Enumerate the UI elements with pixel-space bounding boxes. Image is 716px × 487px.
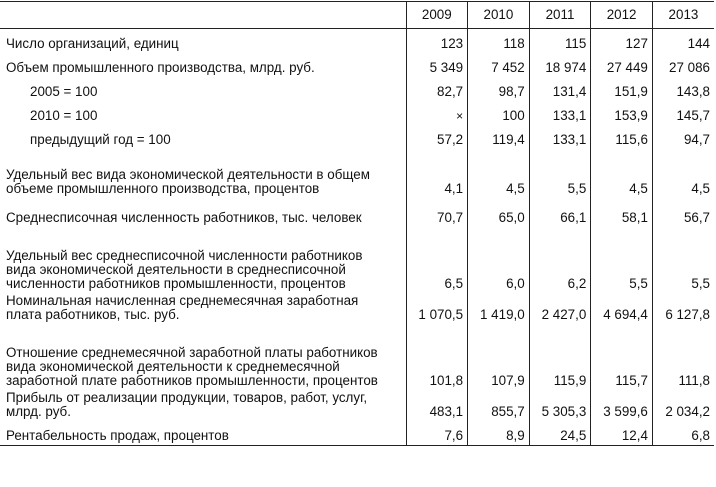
cell-value: 27 086	[652, 53, 714, 77]
cell-value: 18 974	[529, 53, 591, 77]
cell-value: 4 694,4	[591, 293, 653, 324]
cell-value: 118	[468, 29, 530, 54]
cell-value: 153,9	[591, 101, 653, 125]
cell-value: 133,1	[529, 101, 591, 125]
cell-value: 4,5	[468, 149, 530, 198]
cell-value: 100	[468, 101, 530, 125]
row-label: Рентабельность продаж, процентов	[0, 421, 406, 446]
cell-value: 4,1	[406, 149, 468, 198]
table-row	[0, 53, 714, 77]
cell-value: 133,1	[529, 125, 591, 149]
table-row	[0, 421, 714, 446]
cell-value: 5,5	[591, 227, 653, 293]
row-label: Объем промышленного производства, млрд. руб.	[6, 60, 315, 75]
cell-value: 4,5	[652, 149, 714, 198]
cell-value: 98,7	[468, 77, 530, 101]
cell-value: 6,5	[406, 227, 468, 293]
cell-value: 56,7	[652, 198, 714, 227]
cell-value: 115,9	[529, 324, 591, 390]
table-row	[0, 101, 714, 125]
cell-value: 6,0	[468, 227, 530, 293]
row-label: 2010 = 100	[30, 108, 98, 123]
cell-value: 1 070,5	[406, 293, 468, 324]
table-row	[0, 149, 714, 198]
cell-value: 144	[652, 29, 714, 54]
row-label: Удельный вес вида экономической деятельности в общем объеме промышленного производства, процентов	[6, 167, 370, 196]
row-label: Прибыль от реализации продукции, товаров, работ, услуг, млрд. руб.	[6, 390, 368, 419]
cell-value: 7,6	[406, 421, 468, 446]
year-header: 2012	[591, 2, 653, 29]
cell-value: 151,9	[591, 77, 653, 101]
cell-value: 65,0	[468, 198, 530, 227]
table-row	[0, 125, 714, 149]
cell-value: 119,4	[468, 125, 530, 149]
cell-value: 115	[529, 29, 591, 54]
cell-value: 7 452	[468, 53, 530, 77]
cell-value: 8,9	[468, 421, 530, 446]
cell-value: 107,9	[468, 324, 530, 390]
header-corner	[0, 2, 406, 29]
table-row	[0, 390, 714, 421]
cell-value: 145,7	[652, 101, 714, 125]
cell-value: 5 305,3	[529, 390, 591, 421]
cell-value: 131,4	[529, 77, 591, 101]
cell-value: 855,7	[468, 390, 530, 421]
cell-value: 483,1	[406, 390, 468, 421]
year-header: 2009	[406, 2, 468, 29]
cell-value: 5,5	[529, 149, 591, 198]
cell-value: 66,1	[529, 198, 591, 227]
cell-value: 82,7	[406, 77, 468, 101]
year-header: 2010	[468, 2, 530, 29]
cell-value: 57,2	[406, 125, 468, 149]
cell-value: 4,5	[591, 149, 653, 198]
cell-value: ×	[406, 101, 468, 125]
cell-value: 101,8	[406, 324, 468, 390]
row-label: Число организаций, единиц	[6, 36, 179, 51]
row-label: Среднесписочная численность работников, тыс. человек	[6, 210, 362, 225]
row-label: Удельный вес среднесписочной численности работников вида экономической деятельности в среднесписочной численности работников промышленности, процентов	[6, 248, 363, 291]
year-header: 2011	[529, 2, 591, 29]
cell-value: 123	[406, 29, 468, 54]
cell-value: 58,1	[591, 198, 653, 227]
cell-value: 2 427,0	[529, 293, 591, 324]
cell-value: 6,8	[652, 421, 714, 446]
table-row	[0, 324, 714, 390]
cell-value: 6 127,8	[652, 293, 714, 324]
cell-value: 115,6	[591, 125, 653, 149]
row-label: Отношение среднемесячной заработной платы работников вида экономической деятельности к среднемесячной заработной плате работников промышленности, процентов	[6, 345, 378, 388]
row-label: 2005 = 100	[30, 84, 98, 99]
row-label: Номинальная начисленная среднемесячная заработная плата работников, тыс. руб.	[6, 293, 359, 322]
year-header: 2013	[652, 2, 714, 29]
statistics-table	[0, 1, 714, 446]
cell-value: 24,5	[529, 421, 591, 446]
table-row	[0, 29, 714, 54]
row-label: предыдущий год = 100	[30, 132, 171, 147]
cell-value: 115,7	[591, 324, 653, 390]
header-row	[0, 2, 714, 29]
cell-value: 5,5	[652, 227, 714, 293]
table-row	[0, 227, 714, 293]
cell-value: 94,7	[652, 125, 714, 149]
cell-value: 12,4	[591, 421, 653, 446]
table-row	[0, 293, 714, 324]
cell-value: 1 419,0	[468, 293, 530, 324]
cell-value: 6,2	[529, 227, 591, 293]
cell-value: 70,7	[406, 198, 468, 227]
table-row	[0, 77, 714, 101]
cell-value: 27 449	[591, 53, 653, 77]
cell-value: 143,8	[652, 77, 714, 101]
cell-value: 3 599,6	[591, 390, 653, 421]
cell-value: 2 034,2	[652, 390, 714, 421]
cell-value: 5 349	[406, 53, 468, 77]
cell-value: 111,8	[652, 324, 714, 390]
cell-value: 127	[591, 29, 653, 54]
table-row	[0, 198, 714, 227]
